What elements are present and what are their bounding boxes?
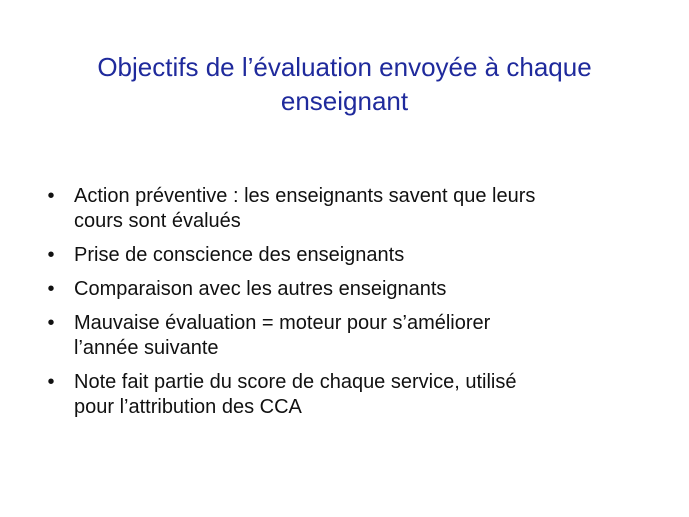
bullet-text-line-1: Action préventive : les enseignants savent que leurs: [74, 185, 536, 207]
bullet-text-line-2: cours sont évalués: [74, 210, 241, 232]
bullet-item: [44, 370, 664, 420]
bullet-icon: •: [47, 244, 55, 266]
bullet-icon: •: [47, 312, 55, 334]
bullet-list: [44, 184, 664, 429]
bullet-item: [44, 311, 664, 361]
bullet-icon: •: [47, 278, 55, 300]
bullet-text-line-1: Note fait partie du score de chaque service, utilisé: [74, 371, 517, 393]
bullet-text-line-2: pour l’attribution des CCA: [74, 396, 302, 418]
bullet-text-line-2: l’année suivante: [74, 337, 219, 359]
slide-title-line-1: Objectifs de l’évaluation envoyée à chaque: [97, 52, 592, 82]
slide-title-line-2: enseignant: [280, 86, 409, 116]
bullet-item: [44, 277, 664, 302]
bullet-item: [44, 184, 664, 234]
bullet-icon: •: [47, 371, 55, 393]
bullet-item: [44, 243, 664, 268]
bullet-text-line-1: Comparaison avec les autres enseignants: [74, 278, 447, 300]
bullet-text-line-1: Prise de conscience des enseignants: [74, 244, 405, 266]
slide-title: [40, 50, 649, 118]
bullet-text-line-1: Mauvaise évaluation = moteur pour s’améliorer: [74, 312, 491, 334]
bullet-icon: •: [47, 185, 55, 207]
